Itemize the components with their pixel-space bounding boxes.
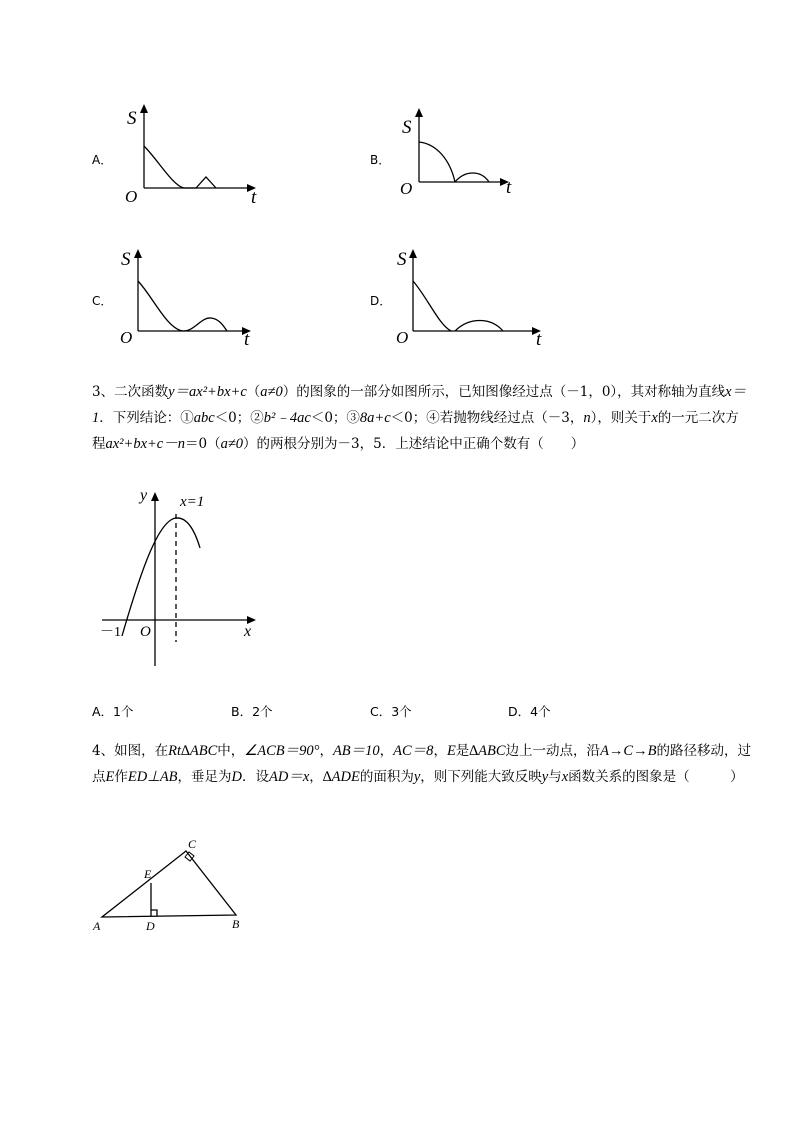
- d-origin: O: [396, 328, 409, 347]
- origin-label: O: [140, 624, 151, 640]
- q3-option-d[interactable]: D．4个: [508, 704, 551, 719]
- a-t-label: t: [251, 187, 257, 208]
- neg-one-label: －1: [100, 625, 121, 640]
- d-t-label: t: [536, 329, 542, 350]
- option-d-graph: [393, 245, 553, 355]
- a-s-label: S: [127, 108, 137, 129]
- c-s-label: S: [121, 249, 131, 270]
- vertex-b: B: [232, 917, 240, 931]
- parabola-curve: [122, 518, 200, 636]
- point-e: E: [144, 867, 152, 881]
- q3-option-b[interactable]: B．2个: [231, 704, 273, 719]
- option-d-label[interactable]: D．: [370, 294, 392, 308]
- option-c-label[interactable]: C．: [92, 294, 113, 308]
- d-s-label: S: [397, 249, 407, 270]
- question-3-text: 3、二次函数y＝ax²+bx+c（a≠0）的图象的一部分如图所示，已知图像经过点（－1，0），其对称轴为直线x＝1．下列结论：①abc＜0；②b²﹣4ac＜0；③8a+c＜0；④若抛物线经过点（－3，n），则关于x的一元二次方程ax²+bx+c－n＝0（a≠0）的两根分别为－3，5．上述结论中正确个数有（ ）: [92, 384, 747, 452]
- parabola-figure: [92, 484, 272, 674]
- symmetry-axis-label: x=1: [180, 494, 205, 510]
- option-a-graph: [118, 100, 268, 210]
- option-c-graph: [115, 245, 265, 355]
- b-t-label: t: [506, 177, 512, 198]
- option-a-label[interactable]: A．: [92, 153, 113, 167]
- triangle-figure: [88, 833, 258, 938]
- x-axis-label: x: [244, 623, 252, 640]
- q3-option-c[interactable]: C．3个: [370, 704, 412, 719]
- question-4-text: 4、如图，在Rt∆ABC中，∠ACB＝90°，AB＝10，AC＝8，E是∆ABC边上一动点，沿A→C→B的路径移动，过点E作ED⊥AB，垂足为D．设AD＝x，∆ADE的面积为y，则下列能大致反映y与x函数关系的图象是（ ）: [92, 743, 751, 785]
- vertex-a: A: [93, 919, 101, 933]
- point-d: D: [146, 919, 155, 933]
- c-origin: O: [120, 328, 133, 347]
- q3-option-a[interactable]: A．1个: [92, 704, 134, 719]
- y-axis-label: y: [140, 487, 148, 504]
- b-origin: O: [400, 179, 413, 198]
- c-t-label: t: [244, 329, 250, 350]
- option-b-graph: [395, 100, 545, 210]
- option-b-label[interactable]: B．: [370, 153, 391, 167]
- vertex-c: C: [188, 837, 197, 851]
- a-origin: O: [125, 187, 138, 206]
- b-s-label: S: [402, 117, 412, 138]
